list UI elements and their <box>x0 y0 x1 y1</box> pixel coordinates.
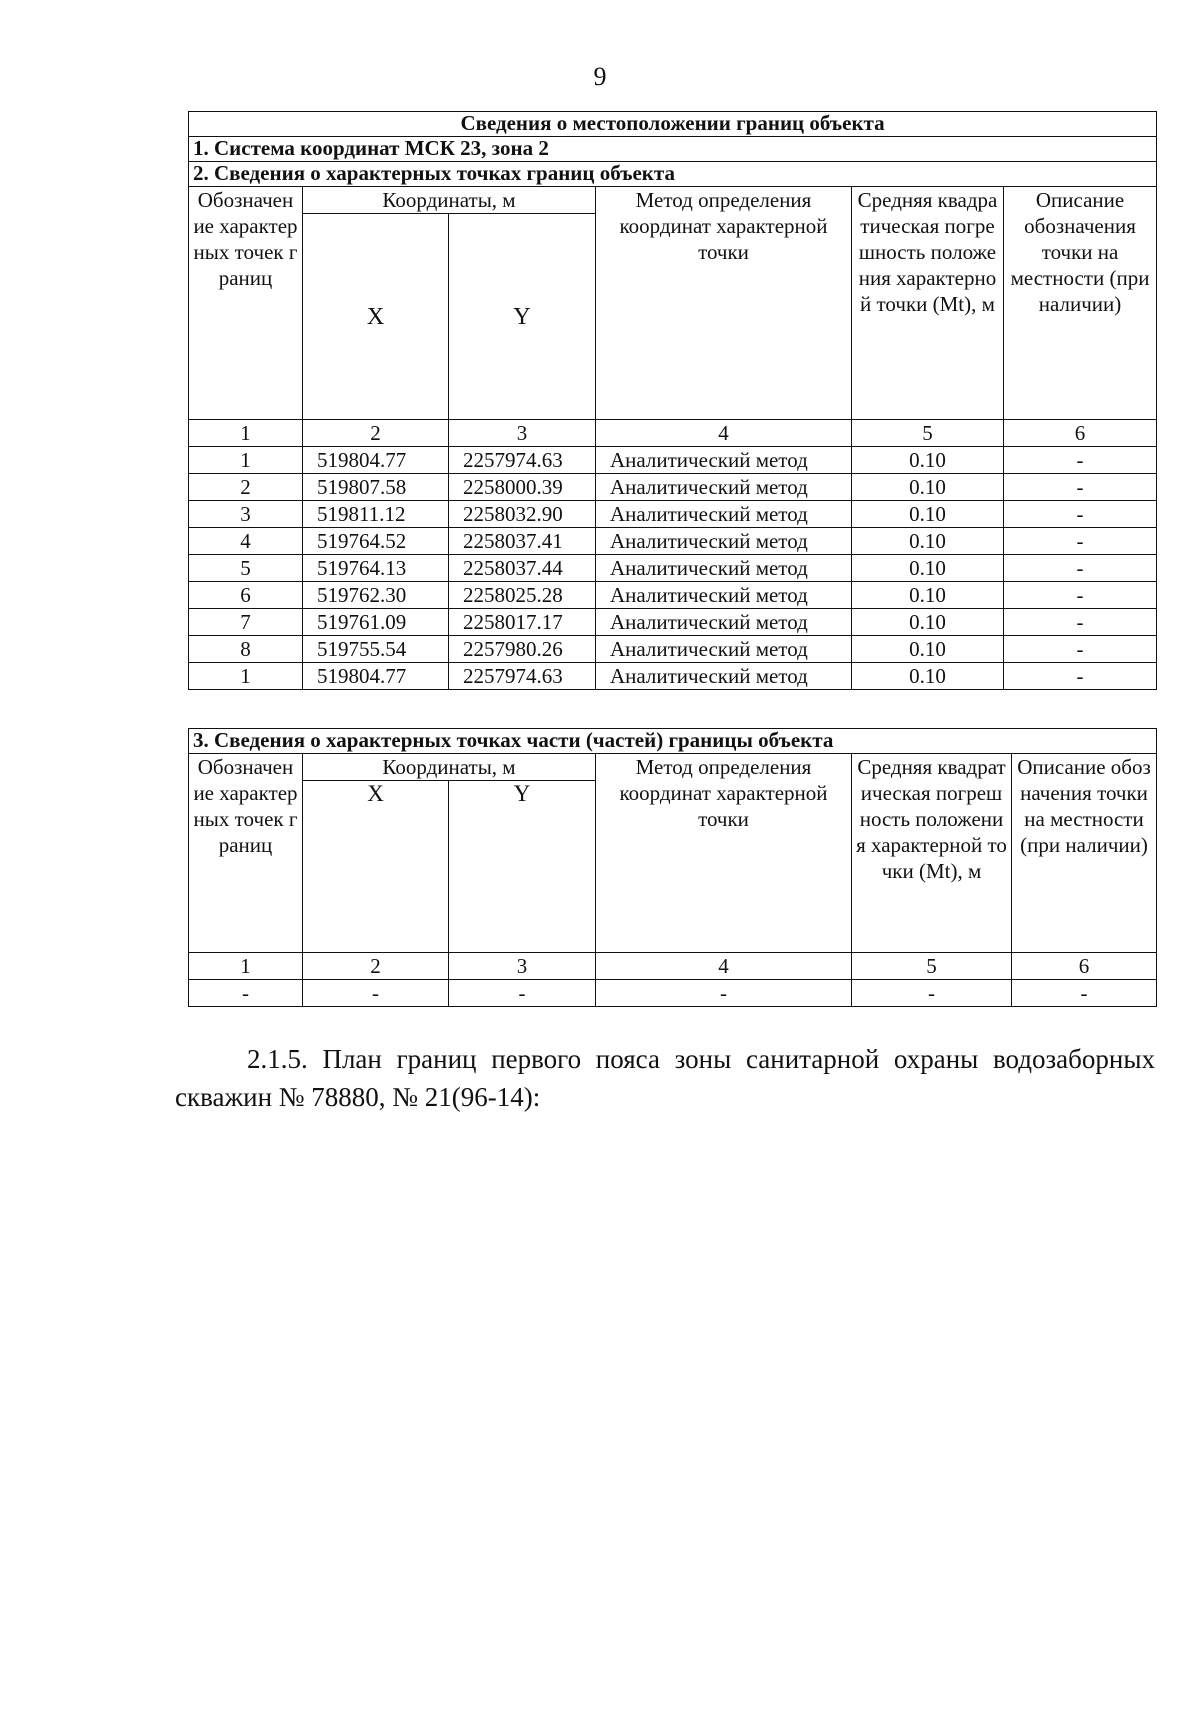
method-cell: Аналитический метод <box>596 555 852 582</box>
column-number-row <box>189 420 1157 447</box>
header-description: Описание обозначения точки на местности (при наличии) <box>1004 187 1157 420</box>
mt-cell: 0.10 <box>852 609 1004 636</box>
table-row <box>189 980 1157 1007</box>
x-cell: 519762.30 <box>303 582 449 609</box>
header-method: Метод определения координат характерной точки <box>596 187 852 420</box>
table-row <box>189 474 1157 501</box>
y-cell: 2257974.63 <box>449 447 596 474</box>
point-cell: 3 <box>189 501 303 528</box>
y-cell: 2258037.44 <box>449 555 596 582</box>
method-cell: Аналитический метод <box>596 609 852 636</box>
method-cell: Аналитический метод <box>596 663 852 690</box>
header-coordinates: Координаты, м <box>303 187 596 214</box>
point-cell: 4 <box>189 528 303 555</box>
column-number: 1 <box>189 420 303 447</box>
header-designation: Обозначение характерных точек границ <box>189 187 303 420</box>
column-number: 6 <box>1004 420 1157 447</box>
boundary-table <box>188 111 1157 690</box>
x-cell: 519804.77 <box>303 663 449 690</box>
mt-cell: 0.10 <box>852 582 1004 609</box>
header-error: Средняя квадратическая погрешность положения характерной точки (Mt), м <box>852 754 1012 953</box>
description-cell: - <box>1004 447 1157 474</box>
y-cell: 2258025.28 <box>449 582 596 609</box>
method-cell: Аналитический метод <box>596 501 852 528</box>
table-row <box>189 582 1157 609</box>
mt-cell: 0.10 <box>852 636 1004 663</box>
x-cell: 519807.58 <box>303 474 449 501</box>
point-cell: 2 <box>189 474 303 501</box>
x-cell: 519764.52 <box>303 528 449 555</box>
point-cell: 1 <box>189 447 303 474</box>
method-cell: Аналитический метод <box>596 474 852 501</box>
description-cell: - <box>1004 528 1157 555</box>
coordinate-system: 1. Система координат МСК 23, зона 2 <box>189 137 1157 162</box>
column-number: 5 <box>852 953 1012 980</box>
section-3-title: 3. Сведения о характерных точках части (частей) границы объекта <box>189 729 1157 754</box>
description-cell: - <box>1004 609 1157 636</box>
description-cell: - <box>1004 663 1157 690</box>
header-description: Описание обозначения точки на местности (при наличии) <box>1012 754 1157 953</box>
description-cell: - <box>1004 582 1157 609</box>
header-coordinates: Координаты, м <box>303 754 596 781</box>
header-x: X <box>303 781 449 953</box>
y-cell: 2257980.26 <box>449 636 596 663</box>
column-number: 5 <box>852 420 1004 447</box>
x-cell: 519811.12 <box>303 501 449 528</box>
part-boundary-table <box>188 728 1157 1007</box>
column-number: 2 <box>303 420 449 447</box>
point-cell: 7 <box>189 609 303 636</box>
mt-cell: 0.10 <box>852 501 1004 528</box>
description-cell: - <box>1004 636 1157 663</box>
x-cell: 519755.54 <box>303 636 449 663</box>
y-cell: - <box>449 980 596 1007</box>
point-cell: - <box>189 980 303 1007</box>
column-number: 4 <box>596 953 852 980</box>
x-cell: 519764.13 <box>303 555 449 582</box>
method-cell: Аналитический метод <box>596 636 852 663</box>
point-cell: 6 <box>189 582 303 609</box>
point-cell: 8 <box>189 636 303 663</box>
table-row <box>189 555 1157 582</box>
description-cell: - <box>1004 474 1157 501</box>
column-number: 1 <box>189 953 303 980</box>
y-cell: 2258000.39 <box>449 474 596 501</box>
mt-cell: 0.10 <box>852 474 1004 501</box>
page-number: 9 <box>593 62 607 91</box>
mt-cell: 0.10 <box>852 663 1004 690</box>
header-method: Метод определения координат характерной точки <box>596 754 852 953</box>
header-y: Y <box>449 781 596 953</box>
mt-cell: 0.10 <box>852 447 1004 474</box>
method-cell: Аналитический метод <box>596 447 852 474</box>
y-cell: 2258037.41 <box>449 528 596 555</box>
description-cell: - <box>1012 980 1157 1007</box>
mt-cell: 0.10 <box>852 528 1004 555</box>
column-number-row <box>189 953 1157 980</box>
table-row <box>189 528 1157 555</box>
section-2-title: 2. Сведения о характерных точках границ объекта <box>189 162 1157 187</box>
table-row <box>189 636 1157 663</box>
table-row <box>189 609 1157 636</box>
table-row <box>189 663 1157 690</box>
method-cell: - <box>596 980 852 1007</box>
method-cell: Аналитический метод <box>596 528 852 555</box>
y-cell: 2258017.17 <box>449 609 596 636</box>
description-cell: - <box>1004 555 1157 582</box>
header-x: X <box>303 214 449 420</box>
y-cell: 2257974.63 <box>449 663 596 690</box>
header-designation: Обозначение характерных точек границ <box>189 754 303 953</box>
column-number: 3 <box>449 953 596 980</box>
point-cell: 1 <box>189 663 303 690</box>
x-cell: 519761.09 <box>303 609 449 636</box>
x-cell: - <box>303 980 449 1007</box>
header-error: Средняя квадратическая погрешность положения характерной точки (Mt), м <box>852 187 1004 420</box>
column-number: 6 <box>1012 953 1157 980</box>
table-row <box>189 447 1157 474</box>
point-cell: 5 <box>189 555 303 582</box>
plan-paragraph: 2.1.5. План границ первого пояса зоны санитарной охраны водозаборных скважин № 78880, № 21(96-14): <box>175 1044 1155 1112</box>
column-number: 3 <box>449 420 596 447</box>
description-cell: - <box>1004 501 1157 528</box>
method-cell: Аналитический метод <box>596 582 852 609</box>
table-title: Сведения о местоположении границ объекта <box>189 112 1157 137</box>
y-cell: 2258032.90 <box>449 501 596 528</box>
mt-cell: 0.10 <box>852 555 1004 582</box>
header-y: Y <box>449 214 596 420</box>
x-cell: 519804.77 <box>303 447 449 474</box>
column-number: 2 <box>303 953 449 980</box>
table-row <box>189 501 1157 528</box>
mt-cell: - <box>852 980 1012 1007</box>
column-number: 4 <box>596 420 852 447</box>
